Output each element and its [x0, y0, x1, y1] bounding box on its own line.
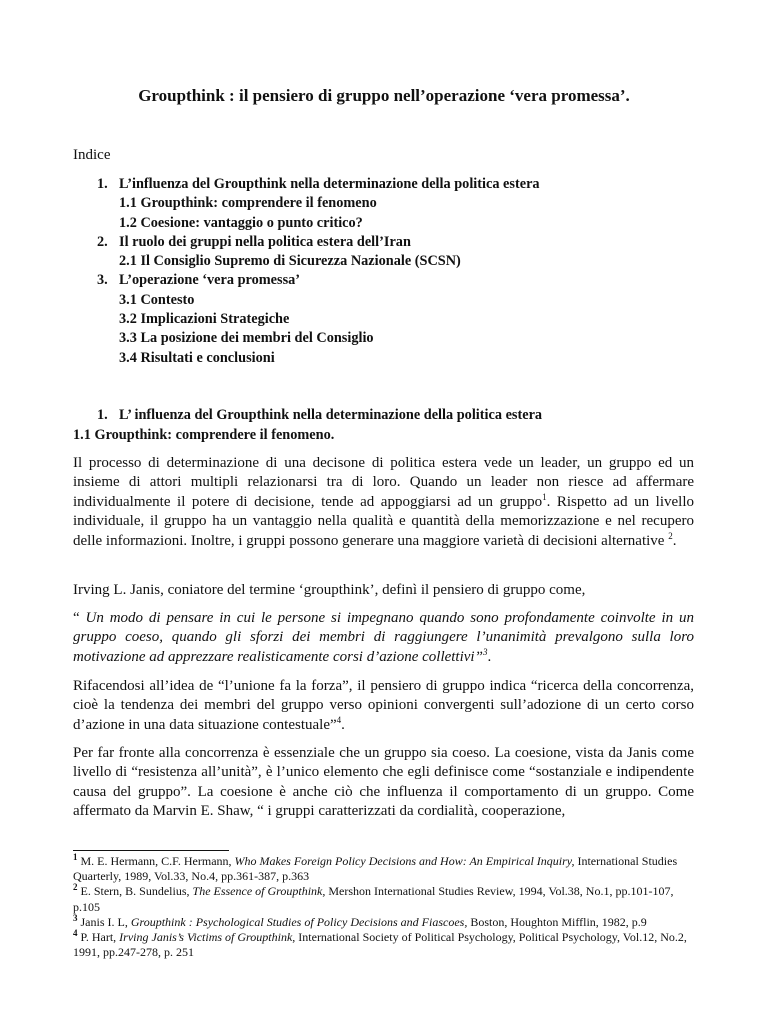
- toc-entry: [73, 310, 693, 329]
- toc-entry: [73, 214, 693, 233]
- toc-entry: [73, 233, 693, 252]
- section-heading: [73, 406, 713, 425]
- footnote-title: The Essence of Groupthink,: [192, 884, 326, 899]
- quote-paragraph: “ Un modo di pensare in cui le persone si impegnano quando sono profondamente coinvolte in un gruppo coeso, quando gli sforzi dei membri di raggiungere l’unanimità prevalgono sulla loro motivazione ad apprezzare realisticamente corsi d’azione collettivi”$^3$.: [73, 610, 694, 665]
- toc-entry-text: Il ruolo dei gruppi nella politica estera dell’Iran: [119, 233, 411, 250]
- footnote-number: 3: [73, 912, 78, 923]
- toc-entry-text: 3.3 La posizione dei membri del Consiglio: [119, 330, 374, 347]
- footnote-title: Groupthink : Psychological Studies of Policy Decisions and Fiascoes,: [130, 914, 468, 929]
- body-paragraph: Rifacendosi all’idea de “l’unione fa la forza”, il pensiero di gruppo indica “ricerca della concorrenza, cioè la tendenza dei membri del gruppo verso opinioni convergenti sull’adozione di un certo corso d’azione in una data situazione contestuale”$^4$.: [73, 678, 694, 733]
- toc-entry: [73, 252, 693, 271]
- toc-entry-number: 3.: [97, 272, 108, 289]
- toc-entry-text: 3.2 Implicazioni Strategiche: [119, 311, 290, 328]
- footnote-separator: [73, 850, 229, 851]
- toc-entry-text: 3.4 Risultati e conclusioni: [119, 349, 275, 366]
- toc-entry-text: 2.1 Il Consiglio Supremo di Sicurezza Nazionale (SCSN): [119, 253, 461, 270]
- footnote-ref: 3: [482, 646, 488, 657]
- toc-entry: [73, 194, 693, 213]
- toc-entry: [73, 349, 693, 368]
- toc-entry-text: 3.1 Contesto: [119, 291, 195, 308]
- toc-entry: [73, 291, 693, 310]
- footnote-number: 4: [73, 928, 78, 939]
- toc-entry-text: L’influenza del Groupthink nella determinazione della politica estera: [119, 176, 540, 192]
- footnote-title: Who Makes Foreign Policy Decisions and How: An Empirical Inquiry,: [234, 854, 575, 868]
- footnote-number: 2: [73, 882, 78, 893]
- body-paragraph: Il processo di determinazione di una decisone di politica estera vede un leader, un gruppo ed un insieme di attori multipli relazionarsi tra di loro. Quando un leader non riesce ad affermare individualmente il potere di decisione, tende ad appoggiarsi ad un gruppo$^1$. Rispetto ad un livello individuale, il gruppo ha un vantaggio nella qualità e quantità della memorizzazione e nel recupero delle informazioni. Inoltre, i gruppi possono generare una maggiore varietà di decisioni alternative $^2$.: [73, 455, 694, 549]
- toc-entry-number: 1.: [97, 176, 108, 192]
- section-title: L’ influenza del Groupthink nella determinazione della politica estera: [119, 407, 543, 423]
- toc-entry: [73, 329, 693, 348]
- document-title: Groupthink : il pensiero di gruppo nell’operazione ‘vera promessa’.: [138, 86, 630, 105]
- toc-entry-number: 2.: [97, 233, 108, 250]
- footnote-number: 1: [73, 852, 78, 862]
- footnotes: [73, 854, 694, 960]
- footnote-title: Irving Janis’s Victims of Groupthink,: [119, 930, 296, 945]
- footnote: $^4$ P. Hart, Irving Janis’s Victims of Groupthink, International Society of Political Psychology, Political Psychology, Vol.12, No.2, 1991, pp.247-278, p. 251: [73, 928, 687, 960]
- footnote: $^3$ Janis I. L, Groupthink : Psychological Studies of Policy Decisions and Fiascoes, Boston, Houghton Mifflin, 1982, p.9: [73, 912, 647, 929]
- body-paragraph: Irving L. Janis, coniatore del termine ‘groupthink’, definì il pensiero di gruppo come,: [73, 582, 586, 598]
- toc-entry: [73, 271, 693, 290]
- footnote: $^2$ E. Stern, B. Sundelius, The Essence of Groupthink, Mershon International Studies Review, 1994, Vol.38, No.1, pp.101-107, p.105: [73, 882, 674, 914]
- footnote-ref: 2: [668, 530, 673, 541]
- toc-entry-text: L’operazione ‘vera promessa’: [119, 272, 301, 289]
- toc-label: Indice: [73, 147, 111, 163]
- footnote: $^1$ M. E. Hermann, C.F. Hermann, Who Makes Foreign Policy Decisions and How: An Empirical Inquiry, International Studies Quarterly, 1989, Vol.33, No.4, pp.361-387, p.363: [73, 852, 678, 884]
- body-paragraph: Per far fronte alla concorrenza è essenziale che un gruppo sia coeso. La coesione, vista da Janis come livello di “resistenza all’unità”, è l’unico elemento che egli definisce come “sostanziale e indipendente causa del gruppo”. La coesione è anche ciò che influenza il comportamento di un gruppo. Come affermato da Marvin E. Shaw, “ i gruppi caratterizzati da cordialità, cooperazione,: [73, 745, 694, 820]
- table-of-contents: [73, 175, 693, 368]
- subsection-heading: 1.1 Groupthink: comprendere il fenomeno.: [73, 427, 335, 443]
- toc-entry-text: 1.1 Groupthink: comprendere il fenomeno: [119, 195, 377, 212]
- section-number: 1.: [97, 407, 108, 423]
- toc-entry: [73, 175, 693, 194]
- footnote-ref: 4: [336, 714, 342, 725]
- footnote-ref: 1: [542, 491, 547, 502]
- toc-entry-text: 1.2 Coesione: vantaggio o punto critico?: [119, 214, 363, 231]
